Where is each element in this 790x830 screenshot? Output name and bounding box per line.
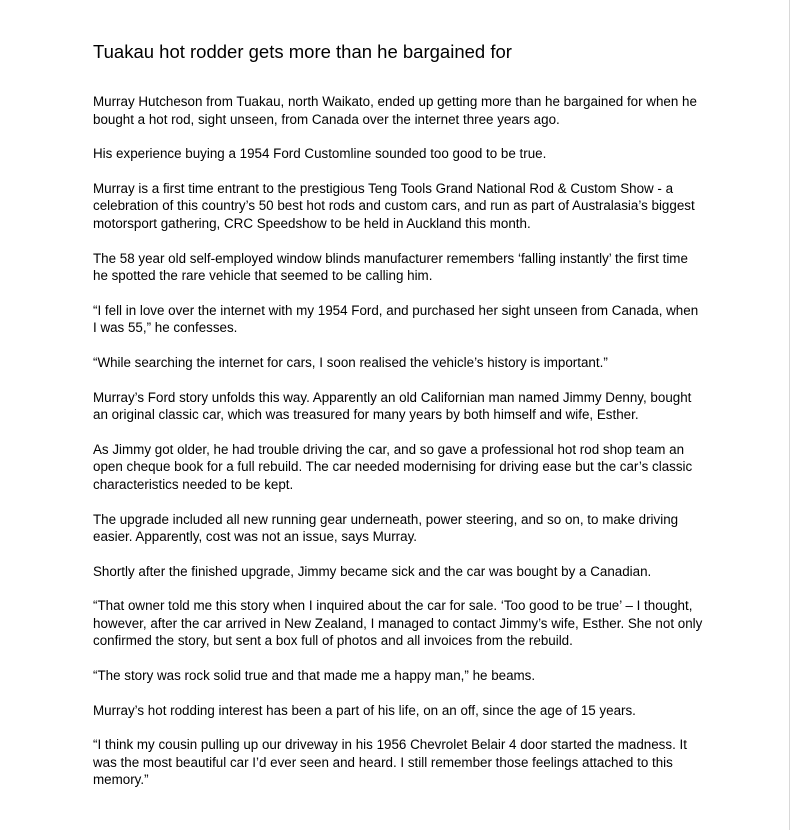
paragraph: As Jimmy got older, he had trouble driving the car, and so gave a professional hot rod shop team an open cheque book for a full rebuild. The car needed modernising for driving ease but the car’s classic characteristics needed to be kept. (93, 441, 693, 492)
paragraph-quote: “While searching the internet for cars, I soon realised the vehicle’s history is important.” (93, 354, 608, 370)
article-body (93, 93, 703, 806)
paragraph-quote: “I fell in love over the internet with my 1954 Ford, and purchased her sight unseen from Canada, when I was 55,” he confesses. (93, 302, 699, 336)
paragraph-intro: Murray Hutcheson from Tuakau, north Waikato, ended up getting more than he bargained for when he bought a hot rod, sight unseen, from Canada over the internet three years ago. (93, 94, 697, 127)
paragraph-quote: “That owner told me this story when I inquired about the car for sale. ‘Too good to be true’ – I thought, however, after the car arrived in New Zealand, I managed to contact Jimmy’s wife, Esther. She not only confirmed the story, but sent a box full of photos and all invoices from the rebuild. (93, 598, 703, 649)
article-title: Tuakau hot rodder gets more than he bargained for (93, 41, 512, 62)
paragraph-quote: “I think my cousin pulling up our driveway in his 1956 Chevrolet Belair 4 door started the madness. It was the most beautiful car I’d ever seen and heard. I still remember those feelings attached to this memory.” (93, 737, 687, 788)
paragraph: The upgrade included all new running gear underneath, power steering, and so on, to make driving easier. Apparently, cost was not an issue, says Murray. (93, 511, 679, 545)
paragraph: The 58 year old self-employed window blinds manufacturer remembers ‘falling instantly’ the first time he spotted the rare vehicle that seemed to be calling him. (93, 250, 688, 284)
paragraph-quote: “The story was rock solid true and that made me a happy man,” he beams. (93, 668, 536, 684)
paragraph: Shortly after the finished upgrade, Jimmy became sick and the car was bought by a Canadian. (93, 563, 652, 579)
paragraph: Murray’s hot rodding interest has been a part of his life, on an off, since the age of 15 years. (93, 702, 636, 718)
paragraph: His experience buying a 1954 Ford Customline sounded too good to be true. (93, 146, 547, 162)
paragraph: Murray’s Ford story unfolds this way. Apparently an old Californian man named Jimmy Denny, bought an original classic car, which was treasured for many years by both himself and wife, Esther. (93, 389, 692, 423)
paragraph: Murray is a first time entrant to the prestigious Teng Tools Grand National Rod & Custom Show - a celebration of this country’s 50 best hot rods and custom cars, and run as part of Australasia’s biggest motorsport gathering, CRC Speedshow to be held in Auckland this month. (93, 180, 695, 231)
